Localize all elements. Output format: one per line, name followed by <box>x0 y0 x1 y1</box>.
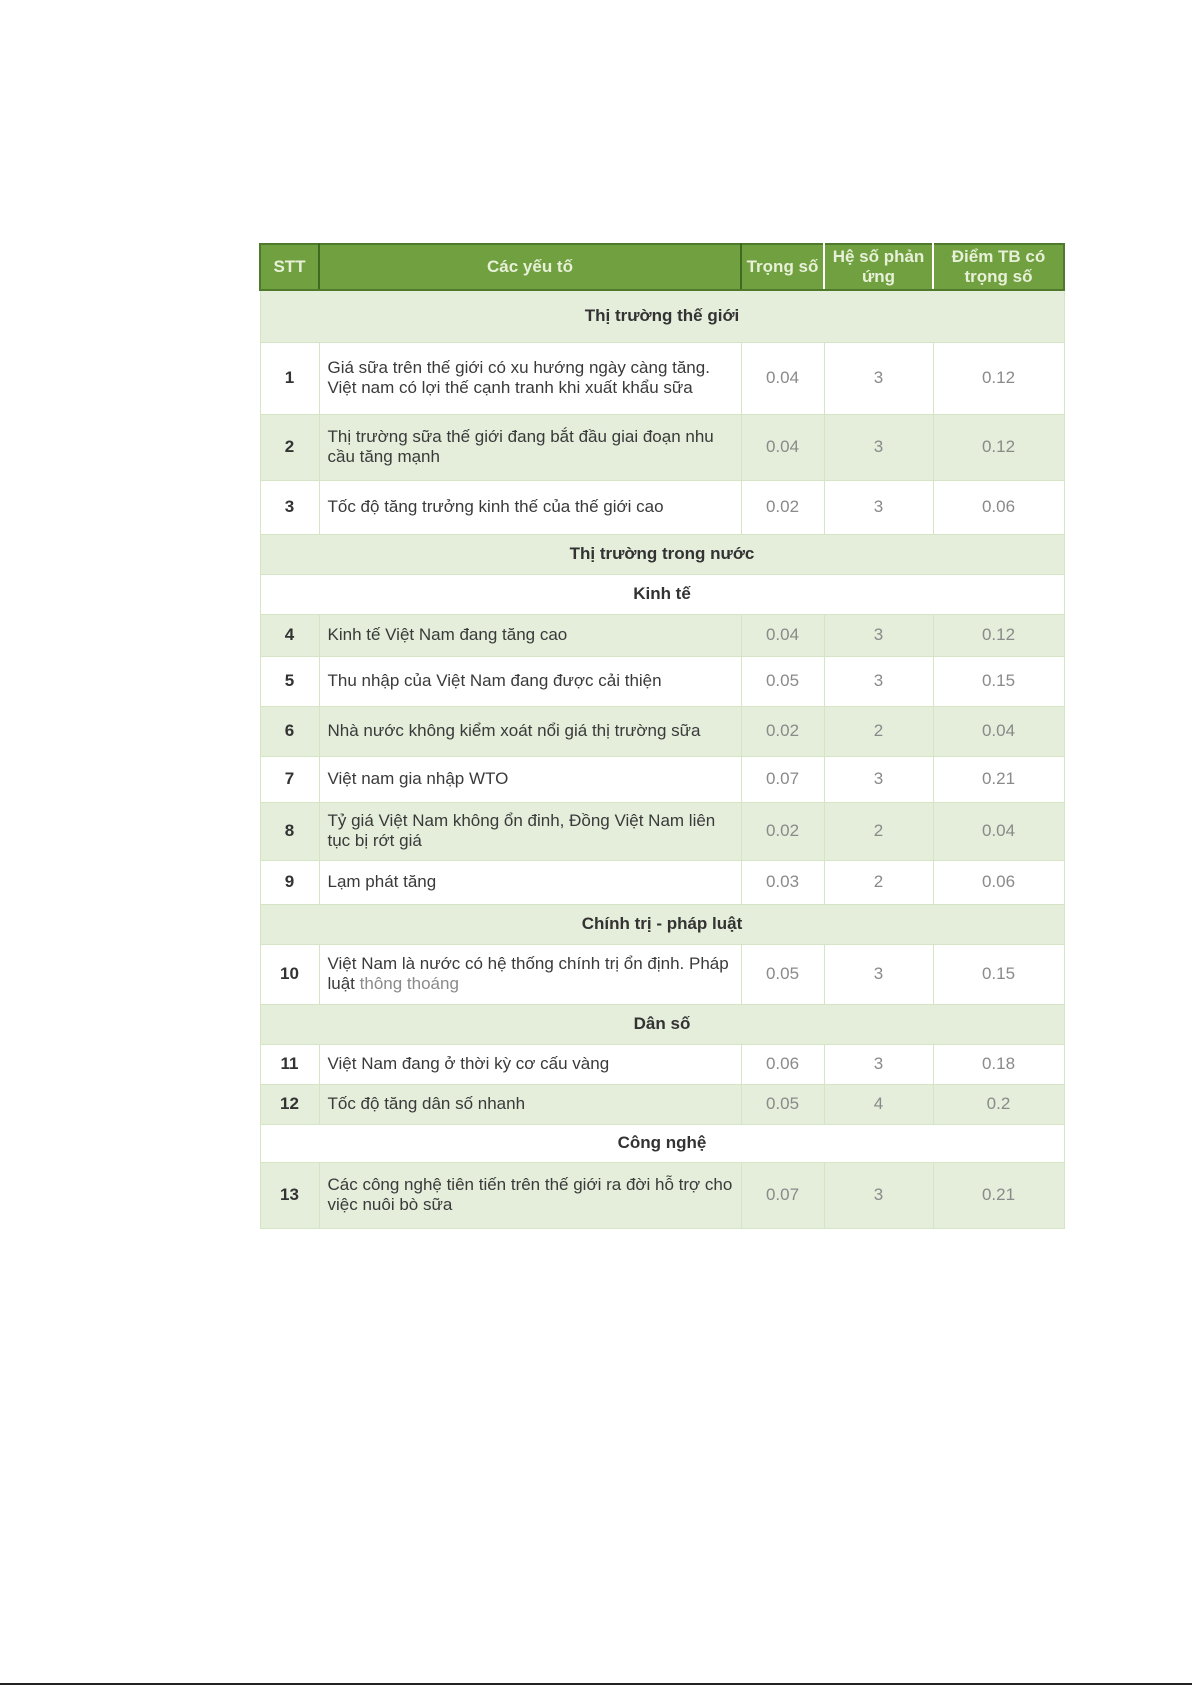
row-weight: 0.04 <box>741 414 824 480</box>
row-response: 2 <box>824 802 933 860</box>
row-stt: 1 <box>260 342 319 414</box>
row-factor: Lạm phát tăng <box>319 860 741 904</box>
row-stt: 2 <box>260 414 319 480</box>
row-response: 2 <box>824 706 933 756</box>
row-score: 0.18 <box>933 1044 1064 1084</box>
row-weight: 0.03 <box>741 860 824 904</box>
row-factor: Việt Nam đang ở thời kỳ cơ cấu vàng <box>319 1044 741 1084</box>
row-weight: 0.07 <box>741 756 824 802</box>
row-score: 0.21 <box>933 756 1064 802</box>
row-score: 0.04 <box>933 802 1064 860</box>
row-score: 0.12 <box>933 342 1064 414</box>
row-stt: 9 <box>260 860 319 904</box>
row-score: 0.06 <box>933 860 1064 904</box>
row-weight: 0.07 <box>741 1162 824 1228</box>
row-weight: 0.02 <box>741 706 824 756</box>
section-title-economy: Kinh tế <box>260 574 1064 614</box>
row-response: 3 <box>824 342 933 414</box>
header-response: Hệ số phản ứng <box>824 244 933 290</box>
table-row <box>260 414 1064 480</box>
row-weight: 0.06 <box>741 1044 824 1084</box>
row-factor: Giá sữa trên thế giới có xu hướng ngày càng tăng. Việt nam có lợi thế cạnh tranh khi xuất khẩu sữa <box>319 342 741 414</box>
row-response: 2 <box>824 860 933 904</box>
header-weight: Trọng số <box>741 244 824 290</box>
table-row <box>260 480 1064 534</box>
row-stt: 3 <box>260 480 319 534</box>
section-row-politics <box>260 904 1064 944</box>
efe-matrix-table-container <box>259 243 1063 1229</box>
row-factor: Tỷ giá Việt Nam không ổn đinh, Đồng Việt Nam liên tục bị rớt giá <box>319 802 741 860</box>
row-factor: Tốc độ tăng trưởng kinh thế của thế giới cao <box>319 480 741 534</box>
header-stt: STT <box>260 244 319 290</box>
row-factor: Tốc độ tăng dân số nhanh <box>319 1084 741 1124</box>
row-response: 3 <box>824 756 933 802</box>
table-row <box>260 614 1064 656</box>
row-stt: 12 <box>260 1084 319 1124</box>
row-stt: 7 <box>260 756 319 802</box>
row-stt: 11 <box>260 1044 319 1084</box>
section-row-domestic <box>260 534 1064 574</box>
row-response: 3 <box>824 656 933 706</box>
row-stt: 4 <box>260 614 319 656</box>
section-title-technology: Công nghệ <box>260 1124 1064 1162</box>
row-weight: 0.05 <box>741 1084 824 1124</box>
row-score: 0.04 <box>933 706 1064 756</box>
table-row <box>260 1084 1064 1124</box>
table-row <box>260 656 1064 706</box>
row-factor: Thị trường sữa thế giới đang bắt đầu giai đoạn nhu cầu tăng mạnh <box>319 414 741 480</box>
efe-matrix-table <box>259 243 1065 1229</box>
row-factor: Việt nam gia nhập WTO <box>319 756 741 802</box>
row-factor: Thu nhập của Việt Nam đang được cải thiện <box>319 656 741 706</box>
row-response: 3 <box>824 1162 933 1228</box>
row-factor: Các công nghệ tiên tiến trên thế giới ra đời hỗ trợ cho việc nuôi bò sữa <box>319 1162 741 1228</box>
section-title-domestic: Thị trường trong nước <box>260 534 1064 574</box>
table-row <box>260 756 1064 802</box>
section-row-economy <box>260 574 1064 614</box>
row-score: 0.15 <box>933 656 1064 706</box>
table-header-row <box>260 244 1064 290</box>
row-response: 3 <box>824 614 933 656</box>
row-weight: 0.02 <box>741 802 824 860</box>
table-row <box>260 342 1064 414</box>
row-factor: Nhà nước không kiểm xoát nổi giá thị trường sữa <box>319 706 741 756</box>
row-score: 0.2 <box>933 1084 1064 1124</box>
table-row <box>260 706 1064 756</box>
row-score: 0.06 <box>933 480 1064 534</box>
row-weight: 0.04 <box>741 342 824 414</box>
row-stt: 13 <box>260 1162 319 1228</box>
row-weight: 0.02 <box>741 480 824 534</box>
row-score: 0.12 <box>933 414 1064 480</box>
section-row-world <box>260 290 1064 342</box>
row-response: 3 <box>824 1044 933 1084</box>
table-row <box>260 1044 1064 1084</box>
section-row-technology <box>260 1124 1064 1162</box>
row-weight: 0.05 <box>741 944 824 1004</box>
row-response: 3 <box>824 414 933 480</box>
row-weight: 0.05 <box>741 656 824 706</box>
row-score: 0.12 <box>933 614 1064 656</box>
row-stt: 10 <box>260 944 319 1004</box>
row-response: 4 <box>824 1084 933 1124</box>
row-factor-main: Việt Nam là nước có hệ thống chính trị ổn định. Pháp luật <box>327 954 729 993</box>
header-factor: Các yếu tố <box>319 244 741 290</box>
row-stt: 5 <box>260 656 319 706</box>
section-title-population: Dân số <box>260 1004 1064 1044</box>
row-stt: 6 <box>260 706 319 756</box>
section-title-politics: Chính trị - pháp luật <box>260 904 1064 944</box>
row-factor-muted: thông thoáng <box>359 974 459 993</box>
row-factor <box>319 944 741 1004</box>
row-response: 3 <box>824 944 933 1004</box>
table-row <box>260 1162 1064 1228</box>
table-row <box>260 944 1064 1004</box>
section-title-world: Thị trường thế giới <box>260 290 1064 342</box>
row-score: 0.21 <box>933 1162 1064 1228</box>
row-score: 0.15 <box>933 944 1064 1004</box>
header-score: Điểm TB có trọng số <box>933 244 1064 290</box>
section-row-population <box>260 1004 1064 1044</box>
row-factor: Kinh tế Việt Nam đang tăng cao <box>319 614 741 656</box>
table-row <box>260 802 1064 860</box>
row-weight: 0.04 <box>741 614 824 656</box>
row-response: 3 <box>824 480 933 534</box>
row-stt: 8 <box>260 802 319 860</box>
table-row <box>260 860 1064 904</box>
